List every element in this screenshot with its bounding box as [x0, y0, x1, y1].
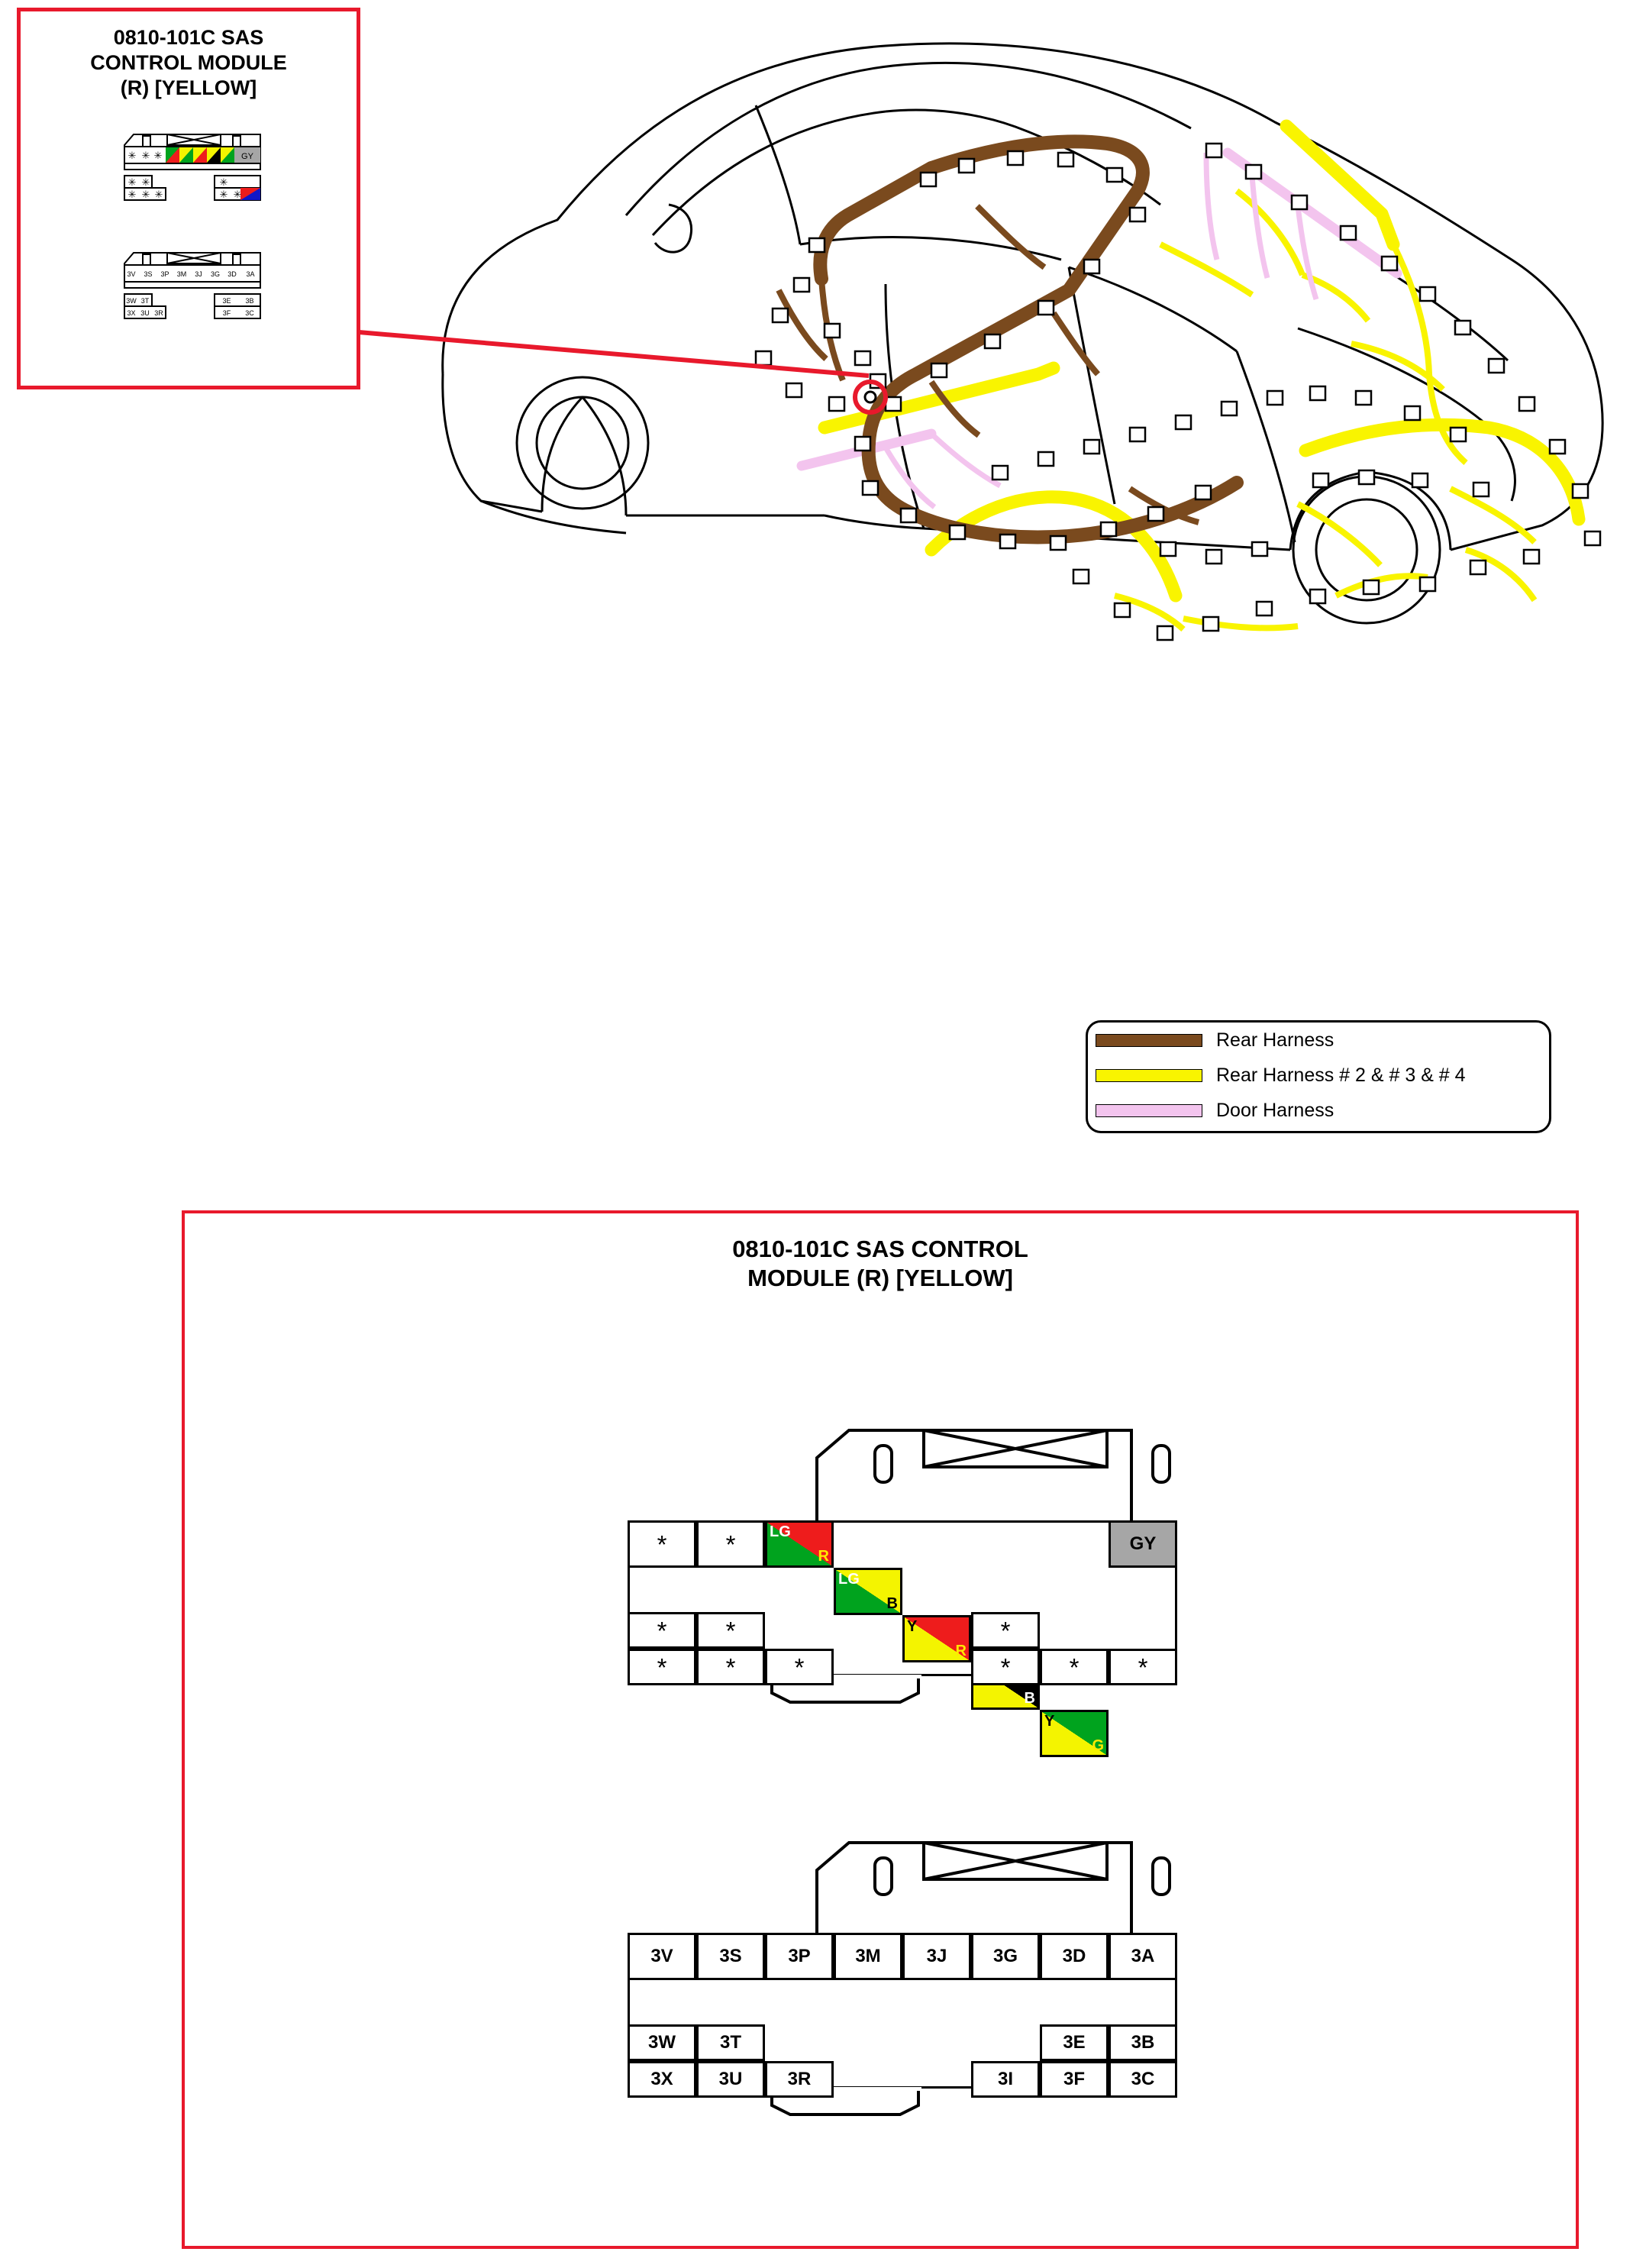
- pin-label: 3W: [648, 2032, 676, 2053]
- pin-label: 3E: [1063, 2032, 1086, 2053]
- pin-cell: [1109, 1933, 1177, 1980]
- svg-text:3V: 3V: [127, 270, 136, 278]
- mini-connector-pins: [111, 241, 286, 340]
- pin-cell: [628, 1933, 696, 1980]
- callout-title-line2: CONTROL MODULE: [90, 51, 287, 74]
- pin-cell: [971, 2061, 1040, 2098]
- pin-cell: [696, 2024, 765, 2061]
- pin-label: 3I: [997, 2069, 1013, 2089]
- legend-row: [1088, 1023, 1549, 1058]
- color-cell: [696, 1612, 765, 1649]
- color-cell: [765, 1649, 834, 1685]
- color-cell: [971, 1649, 1040, 1685]
- color-cell: [1040, 1710, 1109, 1757]
- cell-star: *: [1138, 1653, 1148, 1682]
- cell-color-bottom: R: [818, 1548, 829, 1565]
- pin-cell: [1040, 2061, 1109, 2098]
- color-cell: [628, 1649, 696, 1685]
- legend-label: Door Harness: [1216, 1099, 1334, 1121]
- pin-cell: [628, 2024, 696, 2061]
- color-cell: [696, 1649, 765, 1685]
- color-cell: [1109, 1520, 1177, 1568]
- pin-cell: [765, 1933, 834, 1980]
- pin-cell: [971, 1933, 1040, 1980]
- cell-star: *: [657, 1530, 667, 1559]
- cell-color-bottom: B: [886, 1595, 898, 1612]
- pin-label: 3C: [1131, 2069, 1155, 2089]
- pin-label: 3J: [926, 1946, 947, 1966]
- svg-text:3R: 3R: [154, 309, 163, 317]
- cell-star: *: [1000, 1653, 1011, 1682]
- legend-swatch-door-harness: [1096, 1104, 1202, 1117]
- svg-text:✳: ✳: [127, 189, 137, 200]
- svg-text:3D: 3D: [228, 270, 237, 278]
- cell-star: *: [725, 1616, 736, 1645]
- svg-text:3X: 3X: [127, 309, 136, 317]
- legend-swatch-rear-harness: [1096, 1034, 1202, 1047]
- svg-text:3W: 3W: [126, 297, 137, 305]
- cell-color-label: GY: [1129, 1533, 1157, 1554]
- color-cell: [1109, 1649, 1177, 1685]
- connector-shell-top: [628, 1427, 1177, 1527]
- detail-title-line2: MODULE (R) [YELLOW]: [747, 1265, 1013, 1291]
- cell-color-bottom: G: [1092, 1737, 1104, 1754]
- pin-label: 3R: [787, 2069, 812, 2089]
- svg-text:3T: 3T: [140, 297, 150, 305]
- vehicle-harness-illustration: [397, 15, 1626, 825]
- cell-star: *: [657, 1616, 667, 1645]
- pin-label: 3M: [855, 1946, 881, 1966]
- pin-label: 3B: [1131, 2032, 1155, 2053]
- pin-cell: [628, 2061, 696, 2098]
- svg-text:3P: 3P: [160, 270, 169, 278]
- svg-text:3U: 3U: [140, 309, 150, 317]
- cell-color-top: LG: [838, 1571, 860, 1588]
- color-cell: [628, 1520, 696, 1568]
- cell-star: *: [725, 1653, 736, 1682]
- cell-color-top: LG: [770, 1523, 791, 1540]
- pin-cell: [1109, 2024, 1177, 2061]
- pin-label: 3V: [650, 1946, 673, 1966]
- pin-cell: [834, 1933, 902, 1980]
- legend-row: [1088, 1093, 1549, 1128]
- svg-text:3S: 3S: [144, 270, 153, 278]
- detail-title: [185, 1213, 1576, 1293]
- cell-star: *: [657, 1653, 667, 1682]
- connector-pins-diagram: [628, 1840, 1177, 2145]
- connector-shell-top: [628, 1840, 1177, 1939]
- svg-text:GY: GY: [241, 152, 253, 161]
- svg-text:✳: ✳: [127, 150, 137, 161]
- cell-star: *: [1069, 1653, 1080, 1682]
- legend-swatch-rear-harness-234: [1096, 1069, 1202, 1082]
- cell-color-bottom: B: [1024, 1690, 1035, 1707]
- pin-cell: [1040, 2024, 1109, 2061]
- cell-color-top: Y: [1044, 1713, 1055, 1730]
- svg-text:3C: 3C: [245, 309, 254, 317]
- legend-label: Rear Harness # 2 & # 3 & # 4: [1216, 1064, 1466, 1086]
- callout-title-line3: (R) [YELLOW]: [120, 76, 257, 99]
- svg-text:✳: ✳: [219, 189, 228, 200]
- pin-cell: [696, 2061, 765, 2098]
- harness-legend: [1086, 1020, 1551, 1133]
- svg-text:3B: 3B: [245, 297, 254, 305]
- pin-label: 3T: [719, 2032, 741, 2053]
- color-cell: [696, 1520, 765, 1568]
- detail-title-line1: 0810-101C SAS CONTROL: [732, 1236, 1028, 1262]
- pin-label: 3S: [719, 1946, 742, 1966]
- svg-text:3G: 3G: [210, 270, 221, 278]
- svg-text:✳: ✳: [219, 176, 228, 188]
- svg-text:✳: ✳: [233, 189, 242, 200]
- color-cell: [834, 1568, 902, 1615]
- color-cell: [1040, 1649, 1109, 1685]
- pin-label: 3F: [1063, 2069, 1085, 2089]
- pin-cell: [765, 2061, 834, 2098]
- pin-cell: [902, 1933, 971, 1980]
- svg-text:✳: ✳: [153, 150, 163, 161]
- cell-star: *: [725, 1530, 736, 1559]
- cell-color-bottom: R: [955, 1643, 967, 1659]
- cell-color-top: Y: [907, 1618, 918, 1635]
- svg-text:3M: 3M: [176, 270, 187, 278]
- color-cell: [765, 1520, 834, 1568]
- pin-cell: [696, 1933, 765, 1980]
- detail-panel: [182, 1210, 1579, 2249]
- svg-text:✳: ✳: [127, 176, 137, 188]
- pin-label: 3D: [1062, 1946, 1086, 1966]
- callout-box: [17, 8, 360, 389]
- svg-text:3E: 3E: [222, 297, 231, 305]
- svg-text:3A: 3A: [246, 270, 255, 278]
- mini-connector-color: [111, 122, 286, 210]
- legend-row: [1088, 1058, 1549, 1093]
- svg-text:✳: ✳: [154, 189, 163, 200]
- pin-label: 3G: [992, 1946, 1018, 1966]
- cell-star: *: [1000, 1616, 1011, 1645]
- svg-text:✳: ✳: [141, 176, 150, 188]
- pin-label: 3U: [718, 2069, 743, 2089]
- callout-leader-line: [359, 330, 870, 378]
- svg-text:3F: 3F: [222, 309, 231, 317]
- pin-cell: [1109, 2061, 1177, 2098]
- legend-label: Rear Harness: [1216, 1029, 1334, 1051]
- color-cell: [628, 1612, 696, 1649]
- pin-label: 3X: [650, 2069, 673, 2089]
- color-cell: [902, 1615, 971, 1662]
- pin-label: 3P: [788, 1946, 811, 1966]
- callout-title-line1: 0810-101C SAS: [113, 26, 264, 49]
- svg-text:3J: 3J: [195, 270, 202, 278]
- callout-title: [21, 11, 357, 101]
- pin-cell: [1040, 1933, 1109, 1980]
- svg-text:✳: ✳: [141, 189, 150, 200]
- connector-color-diagram: [628, 1427, 1177, 1754]
- color-cell: [971, 1612, 1040, 1649]
- cell-star: *: [794, 1653, 805, 1682]
- pin-label: 3A: [1131, 1946, 1155, 1966]
- svg-text:✳: ✳: [141, 150, 150, 161]
